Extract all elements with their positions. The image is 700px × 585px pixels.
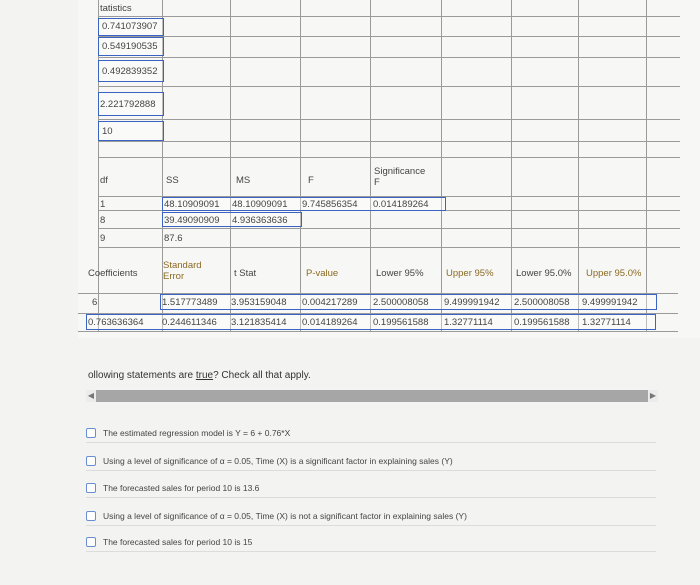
- coef-l95: 0.199561588: [373, 317, 429, 328]
- coef-header-coefficients: Coefficients: [88, 268, 138, 279]
- grid-line: [98, 119, 680, 120]
- stats-title: tatistics: [100, 3, 132, 14]
- grid-line: [578, 0, 579, 331]
- anova-header-f: F: [308, 175, 314, 186]
- answer-option[interactable]: [86, 506, 656, 526]
- checkbox[interactable]: [86, 511, 96, 521]
- stat-standard-error: 2.221792888: [100, 99, 156, 110]
- coef-header-lower-95-0: Lower 95.0%: [516, 268, 572, 279]
- coef-l950: 0.199561588: [514, 317, 570, 328]
- coef-header-upper-95: Upper 95%: [446, 268, 494, 279]
- checkbox[interactable]: [86, 483, 96, 493]
- grid-line: [98, 157, 680, 158]
- anova-ms: 48.10909091: [232, 199, 288, 210]
- coef-intercept: 6: [92, 297, 98, 308]
- spreadsheet-screenshot: [78, 0, 700, 338]
- grid-line: [98, 228, 680, 229]
- anova-ms: 4.936363636: [232, 215, 288, 226]
- coef-u950: 1.32771114: [582, 317, 631, 328]
- question-suffix: ? Check all that apply.: [213, 370, 311, 381]
- answer-option-label: The forecasted sales for period 10 is 15: [103, 536, 253, 547]
- anova-header-significance-f: Significance F: [374, 166, 426, 188]
- anova-ss: 39.49090909: [164, 215, 220, 226]
- coef-t: 3.953159048: [231, 297, 287, 308]
- coef-u95: 9.499991942: [444, 297, 500, 308]
- stat-multiple-r: 0.741073907: [102, 21, 158, 32]
- coef-header-t-stat: t Stat: [234, 268, 257, 279]
- answer-option-label: Using a level of significance of α = 0.05, Time (X) is not a significant factor in explaining sales (Y): [103, 510, 467, 521]
- anova-sig: 0.014189264: [373, 199, 429, 210]
- question-true-word: true: [195, 370, 214, 381]
- answer-option-label: The estimated regression model is Y = 6 + 0.76*X: [103, 427, 291, 438]
- grid-line: [98, 57, 680, 58]
- grid-line: [98, 16, 680, 17]
- coef-u950: 9.499991942: [582, 297, 638, 308]
- grid-line: [230, 0, 231, 331]
- checkbox[interactable]: [86, 537, 96, 547]
- coef-p: 0.014189264: [302, 317, 358, 328]
- answer-option-label: Using a level of significance of α = 0.05, Time (X) is a significant factor in explaining sales (Y): [103, 455, 453, 466]
- anova-header-ss: SS: [166, 175, 179, 186]
- anova-f: 9.745856354: [302, 199, 358, 210]
- answer-option[interactable]: [86, 532, 656, 552]
- coef-slope: 0.763636364: [88, 317, 144, 328]
- coef-p: 0.004217289: [302, 297, 358, 308]
- answer-option[interactable]: [86, 478, 656, 498]
- stat-observations: 10: [102, 126, 113, 137]
- scroll-right-arrow-icon[interactable]: ▶: [649, 391, 657, 400]
- grid-line: [370, 0, 371, 331]
- grid-line: [98, 86, 680, 87]
- coef-u95: 1.32771114: [444, 317, 493, 328]
- checkbox[interactable]: [86, 428, 96, 438]
- question-prompt: [88, 370, 311, 381]
- coef-header-standard-error: Standard Error: [163, 260, 202, 282]
- checkbox[interactable]: [86, 456, 96, 466]
- anova-df: 9: [100, 233, 106, 244]
- horizontal-scrollbar[interactable]: [86, 390, 658, 402]
- anova-header-df: df: [100, 175, 108, 186]
- grid-line: [300, 0, 301, 331]
- question-prefix: ollowing statements are: [88, 370, 196, 381]
- coef-se: 0.244611346: [162, 317, 217, 328]
- grid-line: [98, 141, 680, 142]
- grid-line: [98, 247, 680, 248]
- anova-df: 8: [100, 215, 106, 226]
- stat-r-square: 0.549190535: [102, 41, 158, 52]
- coef-header-lower-95: Lower 95%: [376, 268, 424, 279]
- scroll-left-arrow-icon[interactable]: ◀: [87, 391, 95, 400]
- anova-df: 1: [100, 199, 106, 210]
- coef-header-upper-95-0: Upper 95.0%: [586, 268, 642, 279]
- grid-line: [646, 0, 647, 331]
- anova-ss: 48.10909091: [164, 199, 220, 210]
- grid-line: [511, 0, 512, 331]
- coef-header-p-value: P-value: [306, 268, 339, 279]
- grid-line: [441, 0, 442, 331]
- anova-header-ms: MS: [236, 175, 251, 186]
- answer-option-label: The forecasted sales for period 10 is 13.6: [103, 482, 260, 493]
- coef-l95: 2.500008058: [373, 297, 429, 308]
- coef-se: 1.517773489: [162, 297, 218, 308]
- grid-line: [98, 36, 680, 37]
- answer-option[interactable]: [86, 451, 656, 471]
- coef-t: 3.121835414: [231, 317, 287, 328]
- coef-l950: 2.500008058: [514, 297, 570, 308]
- grid-line: [78, 331, 678, 332]
- anova-ss: 87.6: [164, 233, 183, 244]
- stat-adjusted-r-square: 0.492839352: [102, 66, 158, 77]
- answer-option[interactable]: [86, 423, 656, 443]
